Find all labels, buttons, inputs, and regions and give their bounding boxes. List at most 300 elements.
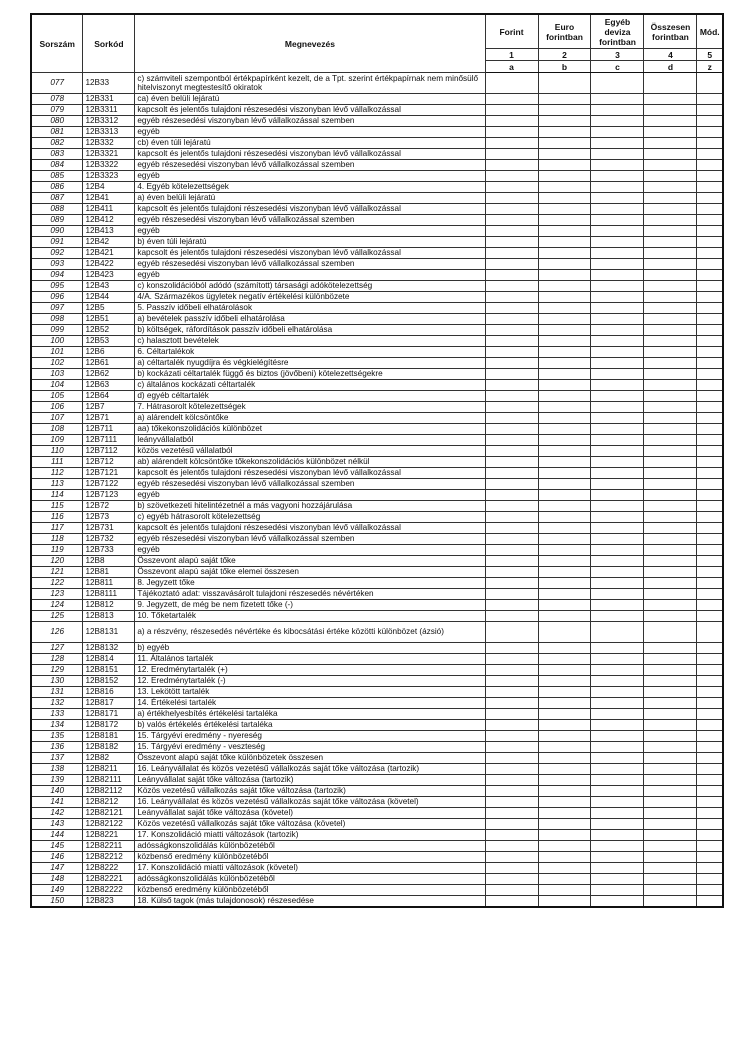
cell-forint[interactable] (485, 654, 538, 665)
cell-euro[interactable] (538, 874, 591, 885)
cell-osszesen[interactable] (644, 73, 697, 94)
cell-mod[interactable] (697, 446, 723, 457)
cell-forint[interactable] (485, 171, 538, 182)
cell-osszesen[interactable] (644, 676, 697, 687)
cell-egyeb-deviza[interactable] (591, 358, 644, 369)
cell-euro[interactable] (538, 753, 591, 764)
cell-osszesen[interactable] (644, 270, 697, 281)
cell-osszesen[interactable] (644, 523, 697, 534)
cell-mod[interactable] (697, 600, 723, 611)
cell-euro[interactable] (538, 424, 591, 435)
cell-osszesen[interactable] (644, 874, 697, 885)
cell-osszesen[interactable] (644, 281, 697, 292)
cell-mod[interactable] (697, 281, 723, 292)
cell-egyeb-deviza[interactable] (591, 775, 644, 786)
cell-mod[interactable] (697, 852, 723, 863)
cell-forint[interactable] (485, 380, 538, 391)
cell-forint[interactable] (485, 237, 538, 248)
cell-euro[interactable] (538, 742, 591, 753)
cell-euro[interactable] (538, 446, 591, 457)
cell-osszesen[interactable] (644, 369, 697, 380)
cell-forint[interactable] (485, 775, 538, 786)
cell-euro[interactable] (538, 611, 591, 622)
cell-forint[interactable] (485, 73, 538, 94)
cell-euro[interactable] (538, 391, 591, 402)
cell-forint[interactable] (485, 424, 538, 435)
cell-forint[interactable] (485, 138, 538, 149)
cell-egyeb-deviza[interactable] (591, 578, 644, 589)
cell-mod[interactable] (697, 270, 723, 281)
cell-egyeb-deviza[interactable] (591, 127, 644, 138)
cell-osszesen[interactable] (644, 720, 697, 731)
cell-euro[interactable] (538, 698, 591, 709)
cell-mod[interactable] (697, 237, 723, 248)
cell-forint[interactable] (485, 391, 538, 402)
cell-osszesen[interactable] (644, 687, 697, 698)
cell-egyeb-deviza[interactable] (591, 479, 644, 490)
cell-euro[interactable] (538, 830, 591, 841)
cell-mod[interactable] (697, 391, 723, 402)
cell-osszesen[interactable] (644, 611, 697, 622)
cell-osszesen[interactable] (644, 764, 697, 775)
cell-egyeb-deviza[interactable] (591, 413, 644, 424)
cell-osszesen[interactable] (644, 753, 697, 764)
cell-mod[interactable] (697, 94, 723, 105)
cell-forint[interactable] (485, 885, 538, 896)
cell-egyeb-deviza[interactable] (591, 248, 644, 259)
cell-forint[interactable] (485, 292, 538, 303)
cell-osszesen[interactable] (644, 358, 697, 369)
cell-euro[interactable] (538, 512, 591, 523)
cell-osszesen[interactable] (644, 643, 697, 654)
cell-egyeb-deviza[interactable] (591, 149, 644, 160)
cell-osszesen[interactable] (644, 501, 697, 512)
cell-egyeb-deviza[interactable] (591, 314, 644, 325)
cell-egyeb-deviza[interactable] (591, 654, 644, 665)
cell-osszesen[interactable] (644, 654, 697, 665)
cell-forint[interactable] (485, 567, 538, 578)
cell-osszesen[interactable] (644, 578, 697, 589)
cell-mod[interactable] (697, 457, 723, 468)
cell-euro[interactable] (538, 149, 591, 160)
cell-egyeb-deviza[interactable] (591, 797, 644, 808)
cell-forint[interactable] (485, 512, 538, 523)
cell-osszesen[interactable] (644, 259, 697, 270)
cell-osszesen[interactable] (644, 830, 697, 841)
cell-egyeb-deviza[interactable] (591, 885, 644, 896)
cell-forint[interactable] (485, 589, 538, 600)
cell-mod[interactable] (697, 742, 723, 753)
cell-osszesen[interactable] (644, 468, 697, 479)
cell-mod[interactable] (697, 204, 723, 215)
cell-euro[interactable] (538, 182, 591, 193)
cell-egyeb-deviza[interactable] (591, 204, 644, 215)
cell-euro[interactable] (538, 237, 591, 248)
cell-osszesen[interactable] (644, 698, 697, 709)
cell-mod[interactable] (697, 534, 723, 545)
cell-forint[interactable] (485, 896, 538, 908)
cell-egyeb-deviza[interactable] (591, 830, 644, 841)
cell-egyeb-deviza[interactable] (591, 259, 644, 270)
cell-osszesen[interactable] (644, 380, 697, 391)
cell-euro[interactable] (538, 413, 591, 424)
cell-forint[interactable] (485, 874, 538, 885)
cell-mod[interactable] (697, 896, 723, 908)
cell-forint[interactable] (485, 149, 538, 160)
cell-mod[interactable] (697, 424, 723, 435)
cell-egyeb-deviza[interactable] (591, 369, 644, 380)
cell-forint[interactable] (485, 303, 538, 314)
cell-mod[interactable] (697, 567, 723, 578)
cell-egyeb-deviza[interactable] (591, 523, 644, 534)
cell-mod[interactable] (697, 753, 723, 764)
cell-mod[interactable] (697, 589, 723, 600)
cell-egyeb-deviza[interactable] (591, 138, 644, 149)
cell-euro[interactable] (538, 193, 591, 204)
cell-egyeb-deviza[interactable] (591, 171, 644, 182)
cell-egyeb-deviza[interactable] (591, 336, 644, 347)
cell-euro[interactable] (538, 215, 591, 226)
cell-forint[interactable] (485, 413, 538, 424)
cell-forint[interactable] (485, 830, 538, 841)
cell-euro[interactable] (538, 665, 591, 676)
cell-mod[interactable] (697, 105, 723, 116)
cell-egyeb-deviza[interactable] (591, 325, 644, 336)
cell-egyeb-deviza[interactable] (591, 457, 644, 468)
cell-forint[interactable] (485, 358, 538, 369)
cell-egyeb-deviza[interactable] (591, 424, 644, 435)
cell-mod[interactable] (697, 808, 723, 819)
cell-mod[interactable] (697, 314, 723, 325)
cell-mod[interactable] (697, 545, 723, 556)
cell-euro[interactable] (538, 643, 591, 654)
cell-egyeb-deviza[interactable] (591, 303, 644, 314)
cell-egyeb-deviza[interactable] (591, 545, 644, 556)
cell-egyeb-deviza[interactable] (591, 380, 644, 391)
cell-osszesen[interactable] (644, 885, 697, 896)
cell-euro[interactable] (538, 654, 591, 665)
cell-euro[interactable] (538, 380, 591, 391)
cell-mod[interactable] (697, 149, 723, 160)
cell-forint[interactable] (485, 435, 538, 446)
cell-euro[interactable] (538, 578, 591, 589)
cell-egyeb-deviza[interactable] (591, 281, 644, 292)
cell-osszesen[interactable] (644, 105, 697, 116)
cell-mod[interactable] (697, 611, 723, 622)
cell-forint[interactable] (485, 863, 538, 874)
cell-euro[interactable] (538, 358, 591, 369)
cell-mod[interactable] (697, 720, 723, 731)
cell-forint[interactable] (485, 764, 538, 775)
cell-forint[interactable] (485, 105, 538, 116)
cell-egyeb-deviza[interactable] (591, 589, 644, 600)
cell-mod[interactable] (697, 578, 723, 589)
cell-egyeb-deviza[interactable] (591, 490, 644, 501)
cell-egyeb-deviza[interactable] (591, 237, 644, 248)
cell-forint[interactable] (485, 786, 538, 797)
cell-euro[interactable] (538, 347, 591, 358)
cell-euro[interactable] (538, 457, 591, 468)
cell-egyeb-deviza[interactable] (591, 676, 644, 687)
cell-euro[interactable] (538, 622, 591, 643)
cell-mod[interactable] (697, 292, 723, 303)
cell-mod[interactable] (697, 556, 723, 567)
cell-osszesen[interactable] (644, 292, 697, 303)
cell-osszesen[interactable] (644, 841, 697, 852)
cell-mod[interactable] (697, 248, 723, 259)
cell-egyeb-deviza[interactable] (591, 611, 644, 622)
cell-egyeb-deviza[interactable] (591, 501, 644, 512)
cell-mod[interactable] (697, 830, 723, 841)
cell-forint[interactable] (485, 808, 538, 819)
cell-forint[interactable] (485, 643, 538, 654)
cell-osszesen[interactable] (644, 545, 697, 556)
cell-mod[interactable] (697, 347, 723, 358)
cell-forint[interactable] (485, 611, 538, 622)
cell-osszesen[interactable] (644, 325, 697, 336)
cell-egyeb-deviza[interactable] (591, 698, 644, 709)
cell-forint[interactable] (485, 336, 538, 347)
cell-mod[interactable] (697, 413, 723, 424)
cell-euro[interactable] (538, 468, 591, 479)
cell-egyeb-deviza[interactable] (591, 193, 644, 204)
cell-osszesen[interactable] (644, 479, 697, 490)
cell-egyeb-deviza[interactable] (591, 896, 644, 908)
cell-osszesen[interactable] (644, 808, 697, 819)
cell-egyeb-deviza[interactable] (591, 182, 644, 193)
cell-osszesen[interactable] (644, 556, 697, 567)
cell-mod[interactable] (697, 226, 723, 237)
cell-forint[interactable] (485, 446, 538, 457)
cell-forint[interactable] (485, 600, 538, 611)
cell-forint[interactable] (485, 753, 538, 764)
cell-euro[interactable] (538, 556, 591, 567)
cell-mod[interactable] (697, 490, 723, 501)
cell-forint[interactable] (485, 325, 538, 336)
cell-forint[interactable] (485, 676, 538, 687)
cell-egyeb-deviza[interactable] (591, 852, 644, 863)
cell-egyeb-deviza[interactable] (591, 600, 644, 611)
cell-euro[interactable] (538, 852, 591, 863)
cell-egyeb-deviza[interactable] (591, 753, 644, 764)
cell-forint[interactable] (485, 259, 538, 270)
cell-forint[interactable] (485, 556, 538, 567)
cell-euro[interactable] (538, 204, 591, 215)
cell-osszesen[interactable] (644, 149, 697, 160)
cell-osszesen[interactable] (644, 457, 697, 468)
cell-mod[interactable] (697, 369, 723, 380)
cell-osszesen[interactable] (644, 512, 697, 523)
cell-euro[interactable] (538, 589, 591, 600)
cell-egyeb-deviza[interactable] (591, 841, 644, 852)
cell-mod[interactable] (697, 193, 723, 204)
cell-forint[interactable] (485, 665, 538, 676)
cell-euro[interactable] (538, 720, 591, 731)
cell-osszesen[interactable] (644, 424, 697, 435)
cell-osszesen[interactable] (644, 863, 697, 874)
cell-mod[interactable] (697, 171, 723, 182)
cell-mod[interactable] (697, 468, 723, 479)
cell-euro[interactable] (538, 819, 591, 830)
cell-euro[interactable] (538, 676, 591, 687)
cell-egyeb-deviza[interactable] (591, 731, 644, 742)
cell-euro[interactable] (538, 501, 591, 512)
cell-euro[interactable] (538, 292, 591, 303)
cell-egyeb-deviza[interactable] (591, 819, 644, 830)
cell-euro[interactable] (538, 94, 591, 105)
cell-euro[interactable] (538, 731, 591, 742)
cell-mod[interactable] (697, 797, 723, 808)
cell-forint[interactable] (485, 160, 538, 171)
cell-mod[interactable] (697, 622, 723, 643)
cell-mod[interactable] (697, 479, 723, 490)
cell-euro[interactable] (538, 127, 591, 138)
cell-egyeb-deviza[interactable] (591, 622, 644, 643)
cell-egyeb-deviza[interactable] (591, 116, 644, 127)
cell-forint[interactable] (485, 204, 538, 215)
cell-euro[interactable] (538, 248, 591, 259)
cell-euro[interactable] (538, 270, 591, 281)
cell-euro[interactable] (538, 523, 591, 534)
cell-mod[interactable] (697, 643, 723, 654)
cell-mod[interactable] (697, 819, 723, 830)
cell-mod[interactable] (697, 512, 723, 523)
cell-mod[interactable] (697, 325, 723, 336)
cell-mod[interactable] (697, 73, 723, 94)
cell-forint[interactable] (485, 369, 538, 380)
cell-osszesen[interactable] (644, 226, 697, 237)
cell-egyeb-deviza[interactable] (591, 435, 644, 446)
cell-forint[interactable] (485, 479, 538, 490)
cell-mod[interactable] (697, 402, 723, 413)
cell-forint[interactable] (485, 127, 538, 138)
cell-mod[interactable] (697, 380, 723, 391)
cell-mod[interactable] (697, 259, 723, 270)
cell-euro[interactable] (538, 775, 591, 786)
cell-euro[interactable] (538, 171, 591, 182)
cell-forint[interactable] (485, 534, 538, 545)
cell-osszesen[interactable] (644, 182, 697, 193)
cell-forint[interactable] (485, 709, 538, 720)
cell-mod[interactable] (697, 698, 723, 709)
cell-forint[interactable] (485, 347, 538, 358)
cell-osszesen[interactable] (644, 775, 697, 786)
cell-osszesen[interactable] (644, 731, 697, 742)
cell-egyeb-deviza[interactable] (591, 567, 644, 578)
cell-osszesen[interactable] (644, 237, 697, 248)
cell-euro[interactable] (538, 281, 591, 292)
cell-osszesen[interactable] (644, 336, 697, 347)
cell-euro[interactable] (538, 808, 591, 819)
cell-egyeb-deviza[interactable] (591, 512, 644, 523)
cell-euro[interactable] (538, 764, 591, 775)
cell-osszesen[interactable] (644, 567, 697, 578)
cell-forint[interactable] (485, 687, 538, 698)
cell-egyeb-deviza[interactable] (591, 292, 644, 303)
cell-euro[interactable] (538, 709, 591, 720)
cell-mod[interactable] (697, 786, 723, 797)
cell-euro[interactable] (538, 314, 591, 325)
cell-osszesen[interactable] (644, 665, 697, 676)
cell-osszesen[interactable] (644, 534, 697, 545)
cell-euro[interactable] (538, 885, 591, 896)
cell-forint[interactable] (485, 215, 538, 226)
cell-forint[interactable] (485, 720, 538, 731)
cell-osszesen[interactable] (644, 204, 697, 215)
cell-egyeb-deviza[interactable] (591, 556, 644, 567)
cell-euro[interactable] (538, 160, 591, 171)
cell-osszesen[interactable] (644, 742, 697, 753)
cell-forint[interactable] (485, 314, 538, 325)
cell-mod[interactable] (697, 709, 723, 720)
cell-osszesen[interactable] (644, 852, 697, 863)
cell-forint[interactable] (485, 490, 538, 501)
cell-osszesen[interactable] (644, 347, 697, 358)
cell-mod[interactable] (697, 358, 723, 369)
cell-euro[interactable] (538, 687, 591, 698)
cell-egyeb-deviza[interactable] (591, 94, 644, 105)
cell-mod[interactable] (697, 435, 723, 446)
cell-euro[interactable] (538, 325, 591, 336)
cell-euro[interactable] (538, 259, 591, 270)
cell-euro[interactable] (538, 369, 591, 380)
cell-osszesen[interactable] (644, 896, 697, 908)
cell-egyeb-deviza[interactable] (591, 73, 644, 94)
cell-euro[interactable] (538, 116, 591, 127)
cell-forint[interactable] (485, 182, 538, 193)
cell-euro[interactable] (538, 105, 591, 116)
cell-egyeb-deviza[interactable] (591, 665, 644, 676)
cell-euro[interactable] (538, 841, 591, 852)
cell-egyeb-deviza[interactable] (591, 270, 644, 281)
cell-egyeb-deviza[interactable] (591, 402, 644, 413)
cell-osszesen[interactable] (644, 402, 697, 413)
cell-osszesen[interactable] (644, 797, 697, 808)
cell-osszesen[interactable] (644, 589, 697, 600)
cell-osszesen[interactable] (644, 819, 697, 830)
cell-egyeb-deviza[interactable] (591, 709, 644, 720)
cell-osszesen[interactable] (644, 446, 697, 457)
cell-egyeb-deviza[interactable] (591, 534, 644, 545)
cell-euro[interactable] (538, 226, 591, 237)
cell-osszesen[interactable] (644, 435, 697, 446)
cell-egyeb-deviza[interactable] (591, 764, 644, 775)
cell-mod[interactable] (697, 863, 723, 874)
cell-mod[interactable] (697, 874, 723, 885)
cell-euro[interactable] (538, 303, 591, 314)
cell-osszesen[interactable] (644, 248, 697, 259)
cell-mod[interactable] (697, 303, 723, 314)
cell-euro[interactable] (538, 435, 591, 446)
cell-osszesen[interactable] (644, 138, 697, 149)
cell-osszesen[interactable] (644, 600, 697, 611)
cell-euro[interactable] (538, 600, 591, 611)
cell-forint[interactable] (485, 94, 538, 105)
cell-osszesen[interactable] (644, 116, 697, 127)
cell-mod[interactable] (697, 215, 723, 226)
cell-forint[interactable] (485, 501, 538, 512)
cell-osszesen[interactable] (644, 160, 697, 171)
cell-mod[interactable] (697, 764, 723, 775)
cell-osszesen[interactable] (644, 391, 697, 402)
cell-osszesen[interactable] (644, 490, 697, 501)
cell-euro[interactable] (538, 786, 591, 797)
cell-osszesen[interactable] (644, 171, 697, 182)
cell-egyeb-deviza[interactable] (591, 643, 644, 654)
cell-forint[interactable] (485, 270, 538, 281)
cell-forint[interactable] (485, 226, 538, 237)
cell-euro[interactable] (538, 73, 591, 94)
